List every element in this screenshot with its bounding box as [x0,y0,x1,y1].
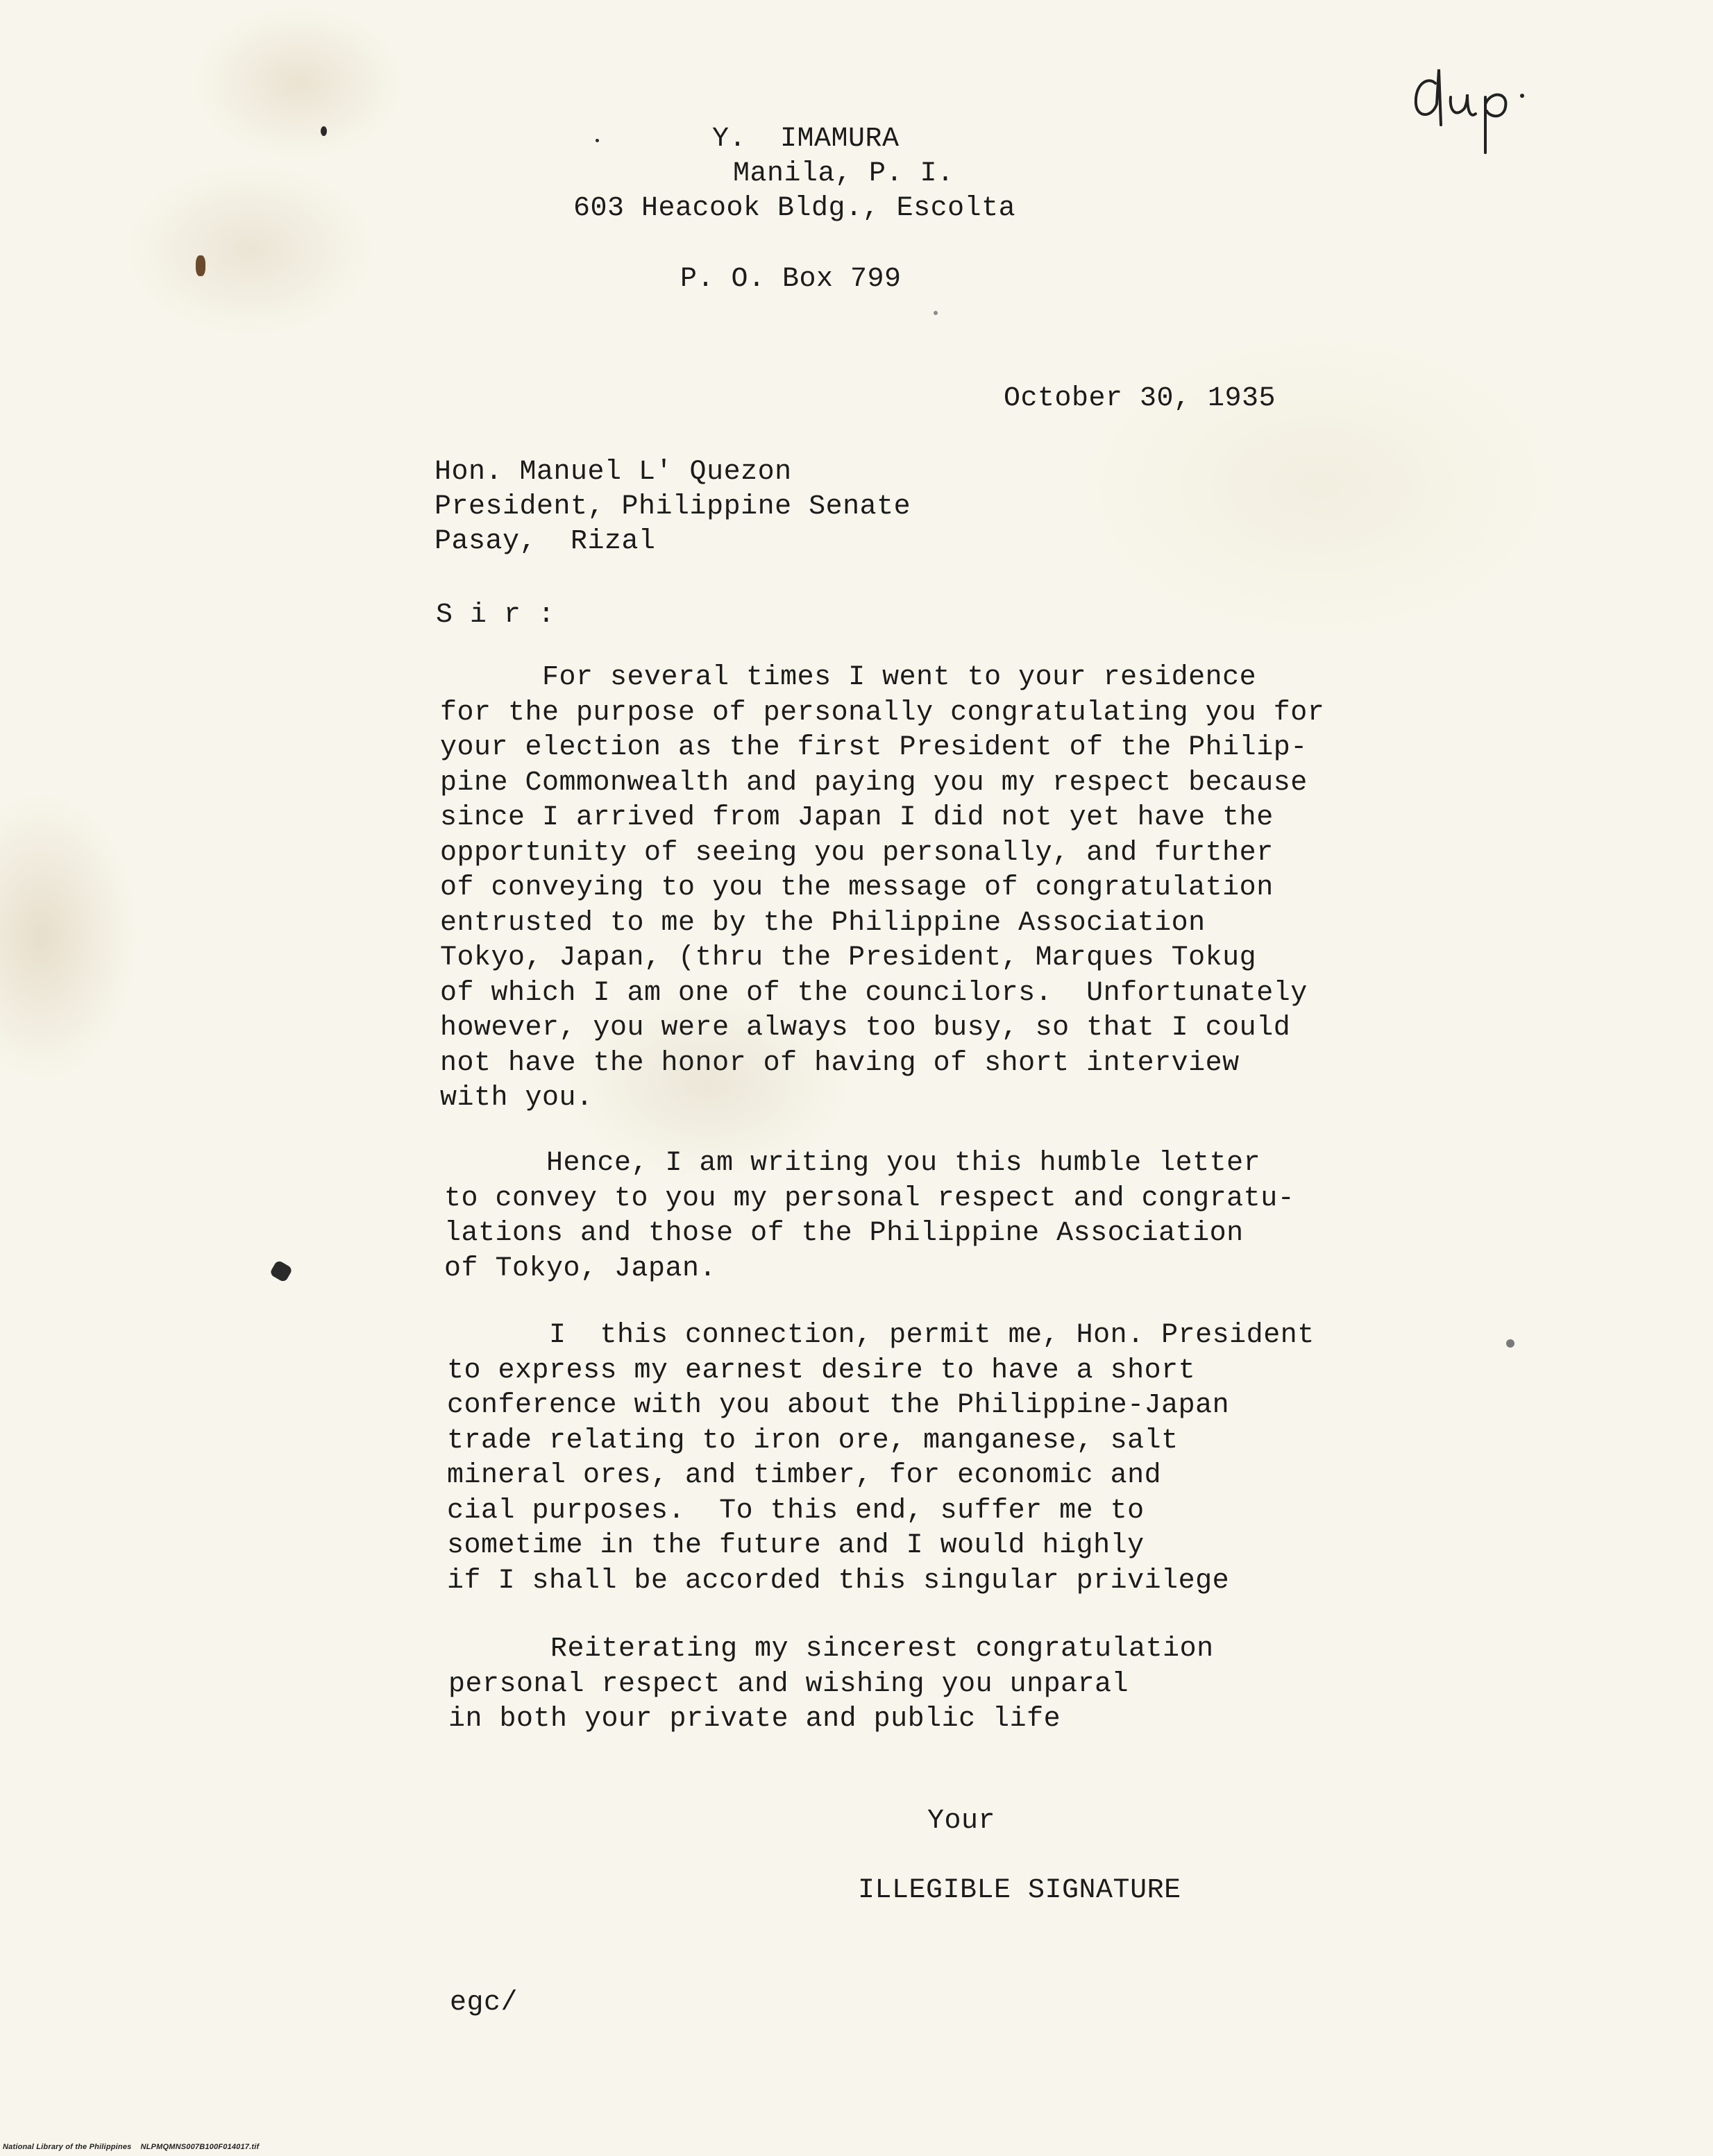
body-paragraph [447,1318,1315,1599]
letterhead-name: Y. IMAMURA [712,124,900,155]
signature-line: ILLEGIBLE SIGNATURE [858,1875,1181,1906]
body-line: personal respect and wishing you unparal [448,1668,1129,1700]
body-line: mineral ores, and timber, for economic and [447,1460,1162,1491]
body-line: trade relating to iron ore, manganese, salt [447,1425,1179,1457]
letterhead-po-box: P. O. Box 799 [680,264,902,295]
body-line: if I shall be accorded this singular privilege [447,1565,1230,1597]
ink-speck [596,139,599,142]
body-line: not have the honor of having of short interview [440,1047,1240,1079]
letterhead-city: Manila, P. I. [733,158,954,189]
body-line: however, you were always too busy, so that I could [440,1012,1291,1044]
handwritten-annotation [1408,42,1533,160]
body-line: with you. [440,1083,593,1114]
body-line: lations and those of the Philippine Association [444,1218,1244,1249]
body-line: opportunity of seeing you personally, and further [440,837,1274,869]
ink-speck [1506,1339,1514,1348]
body-line: For several times I went to your residence [440,662,1257,693]
body-line: entrusted to me by the Philippine Association [440,907,1206,939]
body-line: in both your private and public life [448,1704,1061,1735]
ink-speck [196,255,205,276]
body-line: Reiterating my sincerest congratulation [448,1633,1214,1665]
ink-speck [321,126,327,136]
reference-initials: egc/ [450,1987,518,2019]
body-line: to express my earnest desire to have a short [447,1355,1196,1386]
body-line: Tokyo, Japan, (thru the President, Marques Tokug [440,942,1257,974]
body-line: of conveying to you the message of congratulation [440,872,1274,903]
scan-footer: National Library of the Philippines NLPMQMNS007B100F014017.tif [3,2143,260,2151]
body-line: cial purposes. To this end, suffer me to [447,1495,1145,1527]
body-line: I this connection, permit me, Hon. President [447,1320,1315,1351]
body-paragraph [440,661,1324,1117]
body-line: of Tokyo, Japan. [444,1253,717,1284]
body-line: your election as the first President of the Philip- [440,732,1308,763]
body-line: conference with you about the Philippine-Japan [447,1390,1230,1421]
addressee-line: Hon. Manuel L' Quezon [434,457,792,488]
ink-speck [269,1259,294,1283]
ink-speck [934,311,938,315]
body-paragraph [444,1146,1294,1287]
body-line: sometime in the future and I would highly [447,1530,1145,1561]
addressee-line: Pasay, Rizal [434,526,656,557]
letterhead-address: 603 Heacook Bldg., Escolta [573,193,1016,224]
addressee-line: President, Philippine Senate [434,491,911,523]
closing: Your [927,1806,996,1837]
body-line: Hence, I am writing you this humble letter [444,1148,1261,1179]
annotation-text: dup [1449,49,1465,58]
body-line: pine Commonwealth and paying you my respect because [440,767,1308,799]
body-line: of which I am one of the councilors. Unfortunately [440,977,1308,1009]
salutation: S i r : [436,600,555,631]
body-line: to convey to you my personal respect and congratu- [444,1182,1295,1214]
body-line: since I arrived from Japan I did not yet have the [440,802,1274,833]
letter-date: October 30, 1935 [1004,383,1276,414]
body-line: for the purpose of personally congratulating you for [440,697,1325,729]
body-paragraph [448,1632,1214,1738]
